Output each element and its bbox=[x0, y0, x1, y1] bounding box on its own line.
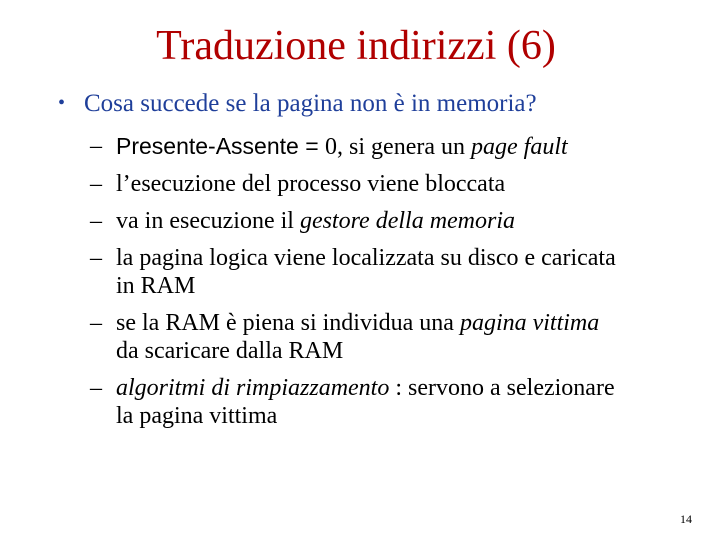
sub-bullet-line bbox=[116, 207, 710, 235]
page-number: 14 bbox=[680, 512, 692, 526]
main-bullet bbox=[58, 86, 537, 121]
dash-bullet-icon: – bbox=[90, 171, 102, 197]
sub-bullet-text: 0, si genera un bbox=[325, 134, 472, 160]
sub-bullet-line bbox=[116, 402, 710, 430]
sub-bullet-text: da scaricare dalla RAM bbox=[116, 338, 344, 364]
sub-bullet-line bbox=[116, 337, 710, 365]
dash-bullet-icon: – bbox=[90, 208, 102, 234]
sub-bullet-item bbox=[90, 132, 710, 161]
sub-bullet-item bbox=[90, 244, 710, 300]
sub-bullet-line bbox=[116, 132, 710, 161]
sub-bullet-text: la pagina vittima bbox=[116, 403, 278, 429]
dash-bullet-icon: – bbox=[90, 310, 102, 336]
sub-bullet-line bbox=[116, 272, 710, 300]
sub-bullet-text: Presente-Assente bbox=[116, 133, 299, 159]
bullet-dot-icon: • bbox=[58, 92, 66, 114]
sub-bullet-item bbox=[90, 309, 710, 365]
sub-bullet-text: : servono a selezionare bbox=[389, 375, 615, 401]
sub-bullet-list bbox=[90, 132, 710, 439]
sub-bullet-line bbox=[116, 309, 710, 337]
main-bullet-text: Cosa succede se la pagina non è in memoria? bbox=[84, 90, 537, 117]
sub-bullet-line bbox=[116, 244, 710, 272]
dash-bullet-icon: – bbox=[90, 375, 102, 401]
dash-bullet-icon: – bbox=[90, 133, 102, 159]
sub-bullet-line bbox=[116, 170, 710, 198]
sub-bullet-text: page fault bbox=[471, 134, 568, 160]
sub-bullet-item bbox=[90, 374, 710, 430]
sub-bullet-text: se la RAM è piena si individua una bbox=[116, 310, 460, 336]
sub-bullet-text: pagina vittima bbox=[459, 310, 600, 336]
sub-bullet-text: gestore della memoria bbox=[299, 208, 516, 234]
dash-bullet-icon: – bbox=[90, 245, 102, 271]
sub-bullet-text: l’esecuzione del processo viene bloccata bbox=[116, 171, 506, 197]
sub-bullet-text: algoritmi di rimpiazzamento bbox=[116, 375, 390, 401]
sub-bullet-item bbox=[90, 170, 710, 198]
sub-bullet-item bbox=[90, 207, 710, 235]
slide-title: Traduzione indirizzi (6) bbox=[156, 23, 556, 69]
sub-bullet-text: = bbox=[298, 133, 326, 159]
sub-bullet-text: la pagina logica viene localizzata su disco e caricata bbox=[116, 245, 616, 271]
sub-bullet-line bbox=[116, 374, 710, 402]
sub-bullet-text: va in esecuzione il bbox=[116, 208, 300, 234]
sub-bullet-text: in RAM bbox=[116, 273, 196, 299]
